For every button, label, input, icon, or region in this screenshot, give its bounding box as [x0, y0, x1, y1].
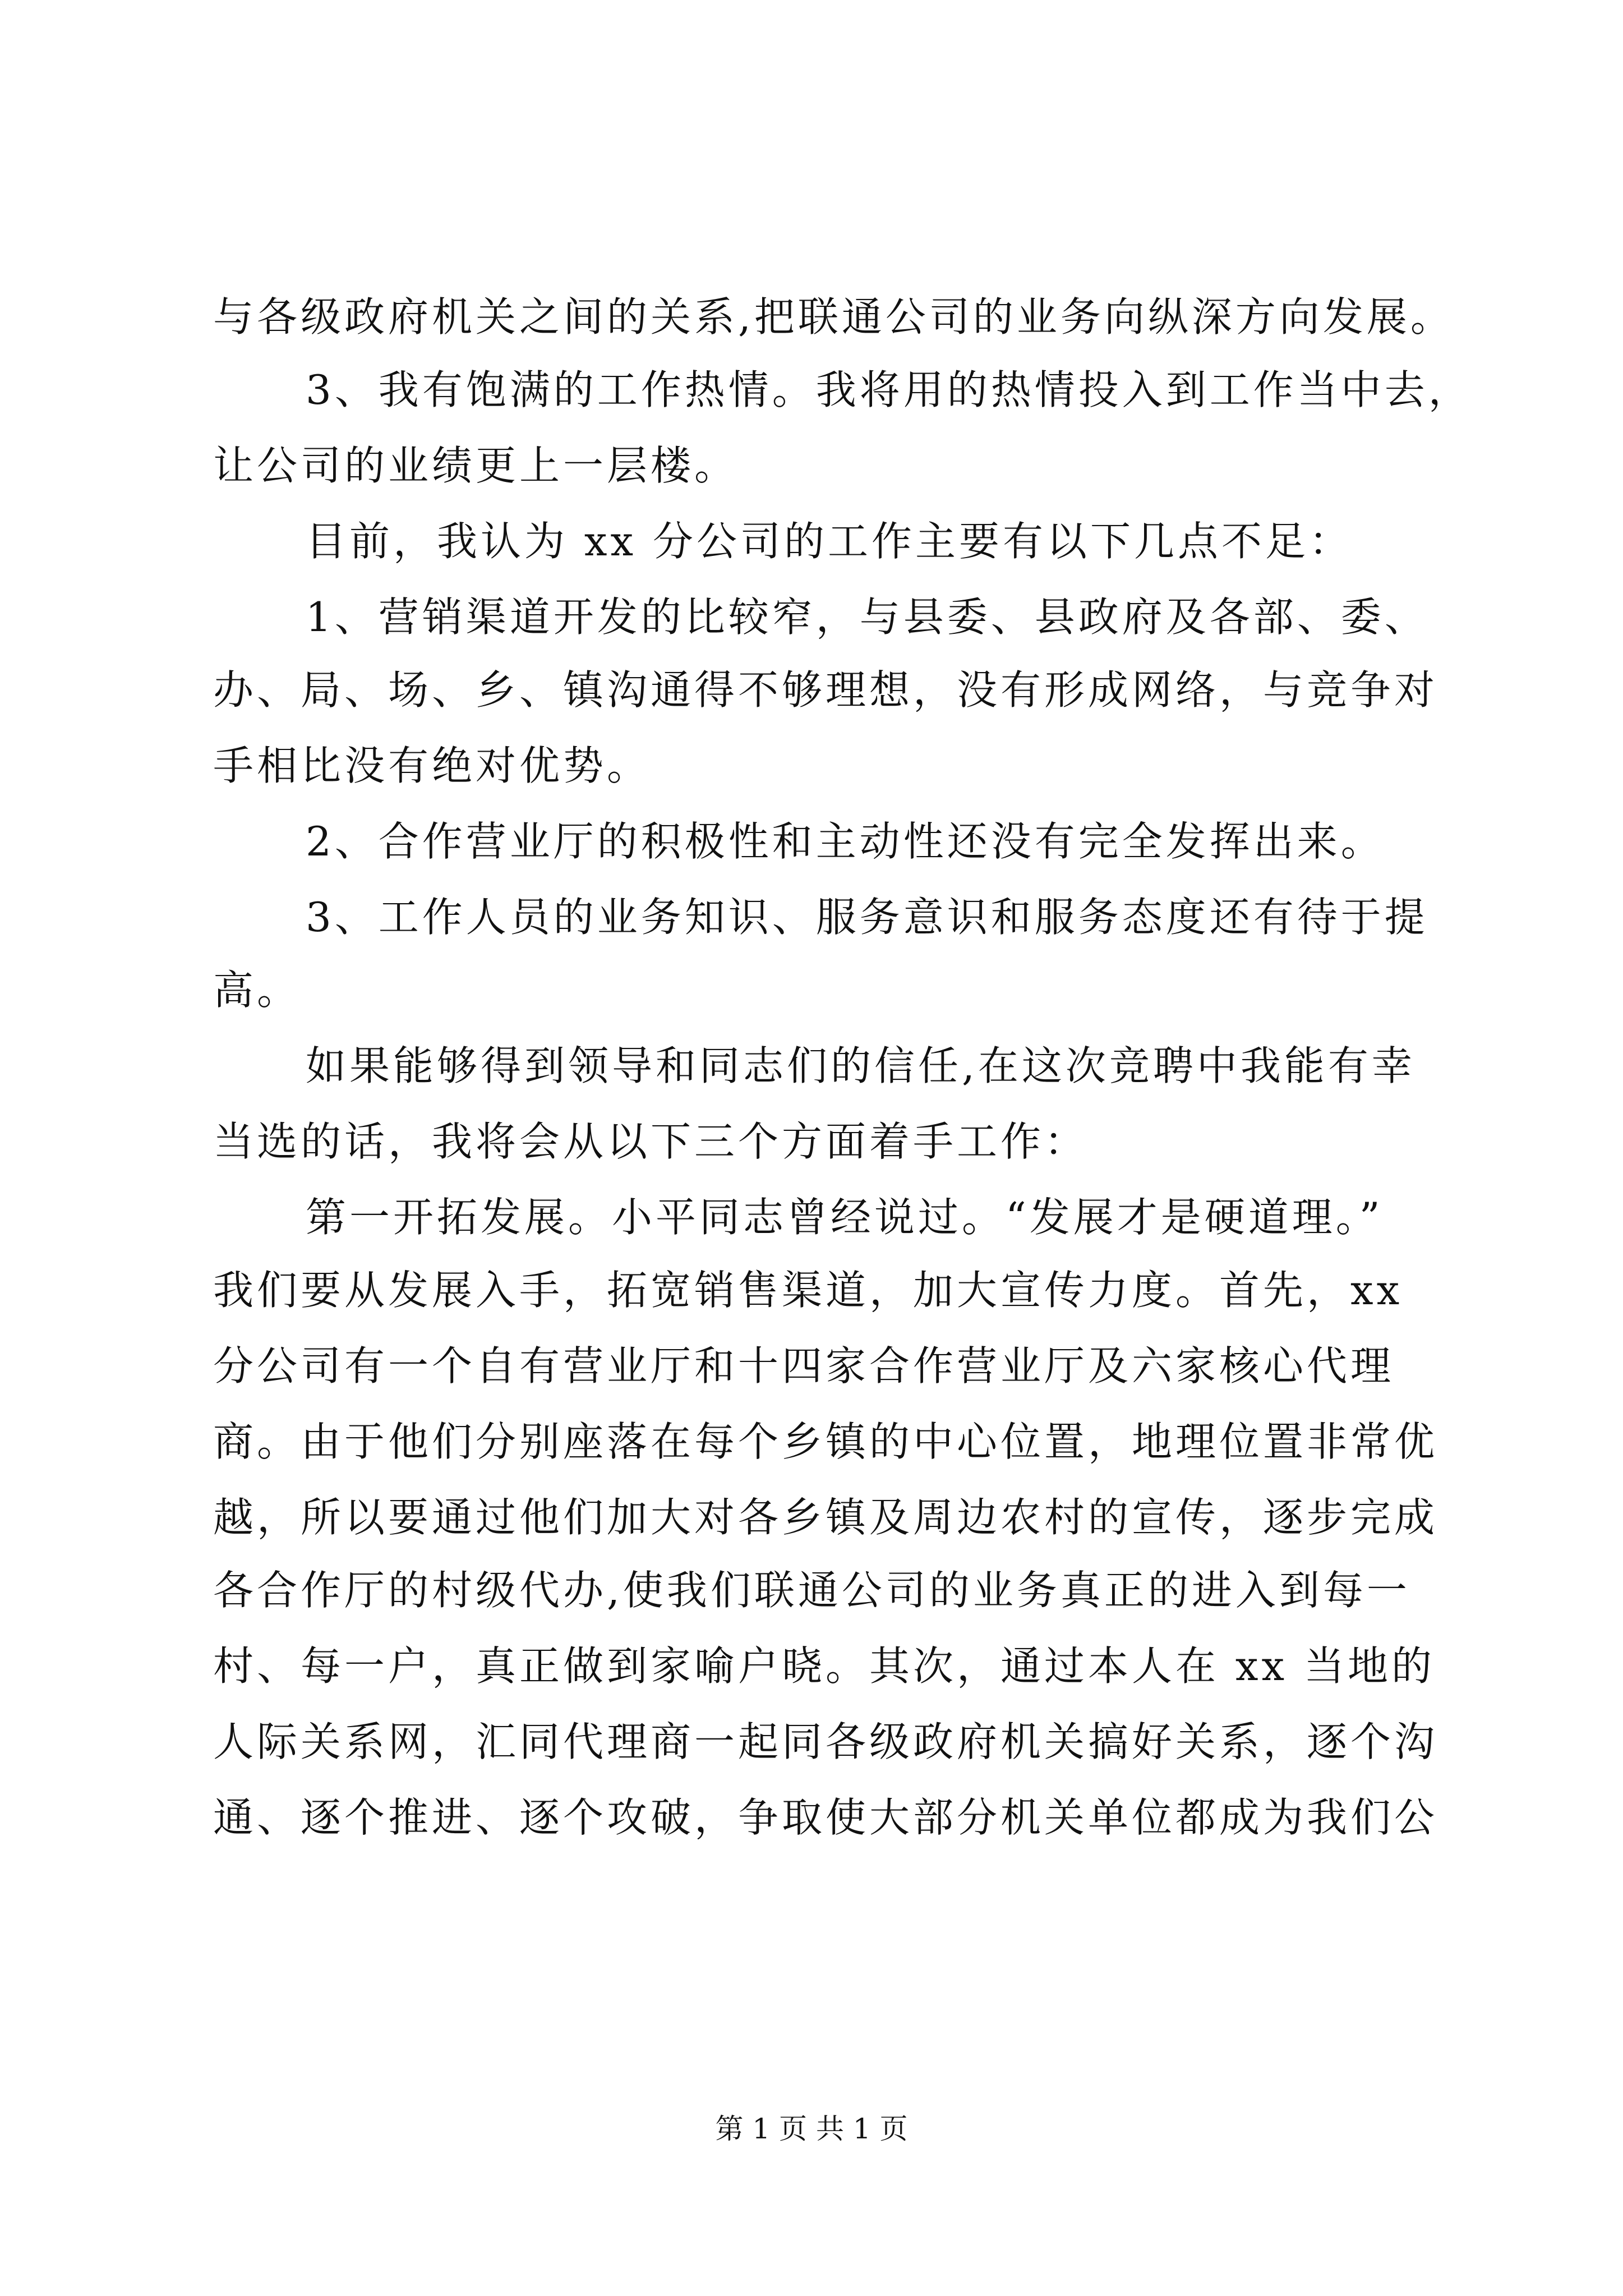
text-line-15: 分公司有一个自有营业厅和十四家合作营业厅及六家核心代理: [213, 1342, 1395, 1389]
text-line-12: 当选的话，我将会从以下三个方面着手工作：: [213, 1118, 1089, 1165]
text-line-19: 村、每一户，真正做到家喻户晓。其次，通过本人在 xx 当地的: [213, 1642, 1435, 1690]
text-line-2: 3、我有饱满的工作热情。我将用的热情投入到工作当中去，: [306, 366, 1472, 413]
text-line-9: 3、工作人员的业务知识、服务意识和服务态度还有待于提: [306, 894, 1428, 941]
text-line-6: 办、局、场、乡、镇沟通得不够理想，没有形成网络，与竞争对: [213, 666, 1438, 714]
text-line-18: 各合作厅的村级代办,使我们联通公司的业务真正的进入到每一: [213, 1567, 1410, 1614]
text-line-7: 手相比没有绝对优势。: [213, 742, 651, 789]
text-line-20: 人际关系网，汇同代理商一起同各级政府机关搞好关系，逐个沟: [213, 1718, 1438, 1765]
text-line-5: 1、营销渠道开发的比较窄，与县委、县政府及各部、委、: [306, 593, 1428, 641]
text-line-1: 与各级政府机关之间的关系,把联通公司的业务向纵深方向发展。: [213, 293, 1454, 341]
text-line-21: 通、逐个推进、逐个攻破，争取使大部分机关单位都成为我们公: [213, 1794, 1438, 1841]
text-line-3: 让公司的业绩更上一层楼。: [213, 442, 739, 489]
text-line-8: 2、合作营业厅的积极性和主动性还没有完全发挥出来。: [306, 818, 1385, 865]
page-footer: 第 1 页 共 1 页: [715, 2113, 908, 2145]
text-line-4: 目前，我认为 xx 分公司的工作主要有以下几点不足：: [306, 518, 1353, 565]
text-line-16: 商。由于他们分别座落在每个乡镇的中心位置，地理位置非常优: [213, 1418, 1438, 1465]
text-line-17: 越，所以要通过他们加大对各乡镇及周边农村的宣传，逐步完成: [213, 1494, 1438, 1541]
text-line-11: 如果能够得到领导和同志们的信任,在这次竞聘中我能有幸: [306, 1042, 1415, 1089]
text-line-10: 高。: [213, 967, 301, 1014]
text-line-13: 第一开拓发展。小平同志曾经说过。“发展才是硬道理。”: [306, 1194, 1384, 1241]
text-line-14: 我们要从发展入手，拓宽销售渠道，加大宣传力度。首先，xx: [213, 1267, 1403, 1314]
